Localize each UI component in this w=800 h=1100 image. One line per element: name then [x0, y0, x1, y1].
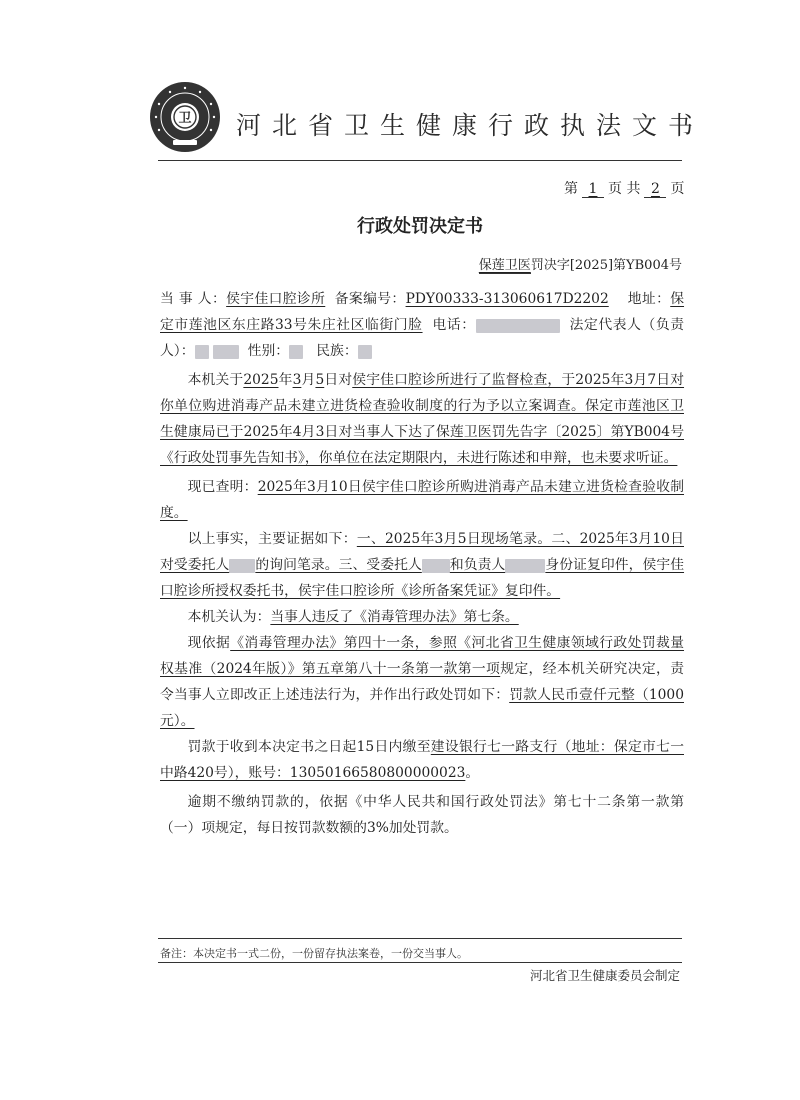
page-current: 1	[582, 181, 604, 198]
p2-text-a: 现已查明：	[187, 479, 258, 495]
paragraph-payment	[160, 734, 684, 786]
p3-text-b: 一、2025年3月5日现场笔录。二、2025年3月10日对受委托人	[160, 531, 684, 573]
p1-text-b: 年	[278, 372, 293, 388]
redacted-representative-cont	[213, 345, 239, 359]
gender-label: 性别：	[247, 343, 290, 359]
document-number-rest: 罚决字[2025]第YB004号	[530, 258, 682, 273]
p5-text-b: 《消毒管理办法》第四十一条，参照《河北省卫生健康领域行政处罚裁量权基准（2024年版）》第五章第八十一条第一款第一项	[160, 635, 685, 677]
p4-text-b: 当事人违反了《消毒管理办法》第七条。	[270, 609, 519, 625]
page-suffix: 页	[670, 181, 685, 197]
p3-text-d: 和负责人	[449, 557, 506, 573]
p3-text-c: 的询问笔录。三、受委托人	[255, 557, 422, 573]
health-department-seal	[148, 80, 222, 154]
p1-text-e: 侯宇佳口腔诊所进行了监督检查，于2025年3月7日对你单位购进消毒产品未建立进货检查验收制度的行为予以立案调查。保定市莲池区卫生健康局已于2025年4月3日对当事人下达了保莲卫医罚先告字〔2025〕第YB004号《行政处罚事先告知书》，你单位在法定期限内，未进行陈述和申辩，也未要求听证。	[160, 372, 685, 466]
p3-text-e: 身份证复印件，侯宇佳口腔诊所授权委托书，侯宇佳口腔诊所《诊所备案凭证》复印件。	[160, 557, 685, 599]
p1-year: 2025	[243, 372, 279, 388]
document-title: 行政处罚决定书	[357, 216, 483, 237]
party-info	[160, 286, 684, 364]
redacted-ethnic	[358, 345, 372, 359]
footer-note: 备注：本决定书一式二份，一份留存执法案卷，一份交当事人。	[160, 947, 468, 960]
redacted-agent-name-2	[422, 559, 450, 573]
p3-text-a: 以上事实，主要证据如下：	[187, 531, 357, 547]
footer-maker: 河北省卫生健康委员会制定	[529, 968, 680, 983]
paragraph-decision	[160, 630, 684, 734]
p1-text-d: 日对	[324, 372, 353, 388]
header-rule	[158, 160, 682, 161]
paragraph-late-penalty: 逾期不缴纳罚款的，依据《中华人民共和国行政处罚法》第七十二条第一款第（一）项规定，每日按罚款数额的3%加处罚款。	[160, 794, 684, 836]
page-indicator	[564, 178, 684, 198]
record-label: 备案编号：	[334, 291, 406, 307]
p1-text-a: 本机关于	[187, 372, 244, 388]
ethnic-label: 民族：	[316, 343, 358, 359]
document-number	[479, 254, 682, 273]
page-middle: 页 共	[608, 181, 641, 197]
paragraph-evidence	[160, 526, 684, 604]
record-number: PDY00333-313060617D2202	[405, 291, 609, 307]
p1-text-c: 月	[301, 372, 316, 388]
p4-text-a: 本机关认为：	[187, 609, 271, 625]
p5-text-a: 现依据	[187, 635, 231, 651]
header-title: 河北省卫生健康行政执法文书	[236, 111, 705, 140]
p1-month: 3	[292, 372, 302, 388]
page-prefix: 第	[564, 181, 578, 197]
p2-text-b: 2025年3月10日侯宇佳口腔诊所购进消毒产品未建立进货检查验收制度。	[160, 479, 685, 521]
redacted-owner-name	[505, 559, 545, 573]
footer-rule-top	[158, 938, 682, 939]
representative-label: 法定代表人（负责人）：	[160, 317, 684, 359]
p5-text-c: 规定，经本机关研究决定，责令当事人立即改正上述违法行为，并作出行政处罚如下：	[160, 661, 684, 703]
p6-text-c: 。	[465, 765, 480, 781]
paragraph-findings	[160, 474, 684, 526]
p6-text-b: 建设银行七一路支行（地址：保定市七一中路420号），账号：13050166580800000023	[160, 739, 684, 781]
redacted-agent-name	[229, 559, 255, 573]
p5-text-d: 罚款人民币壹仟元整（1000元）。	[160, 687, 684, 729]
party-name: 侯宇佳口腔诊所	[226, 291, 326, 307]
redacted-phone	[476, 319, 560, 333]
redacted-representative	[195, 345, 209, 359]
document-number-org: 保莲卫医	[478, 258, 531, 273]
page-total: 2	[644, 181, 666, 198]
redacted-gender	[289, 345, 303, 359]
paragraph-opinion	[160, 604, 684, 630]
footer-rule-bottom	[158, 962, 682, 963]
document-body	[160, 286, 684, 841]
p1-day: 5	[315, 372, 325, 388]
p6-text-a: 罚款于收到本决定书之日起15日内缴至	[187, 739, 431, 755]
svg-text:卫: 卫	[178, 111, 192, 126]
party-label: 当 事 人：	[160, 291, 227, 307]
party-address: 保定市莲池区东庄路33号朱庄社区临街门脸	[160, 291, 685, 333]
phone-label: 电话：	[432, 317, 476, 333]
paragraph-inspection	[160, 367, 684, 471]
address-label: 地址：	[627, 291, 671, 307]
